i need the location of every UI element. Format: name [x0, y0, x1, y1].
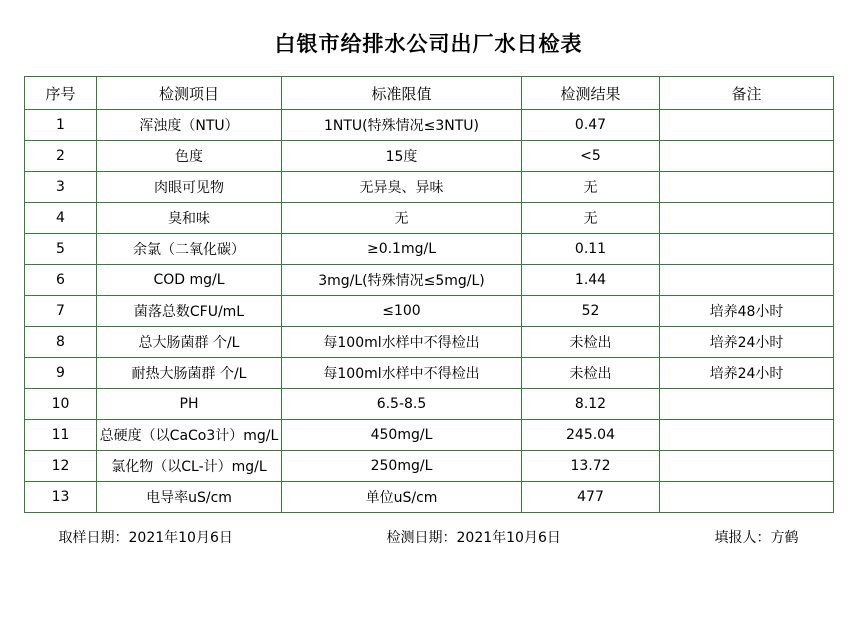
cell-limit: 1NTU(特殊情况≤3NTU): [282, 110, 522, 141]
cell-no: 10: [25, 389, 97, 420]
table-row: [25, 420, 834, 451]
cell-note: [660, 110, 834, 141]
cell-note: [660, 234, 834, 265]
column-header-no: 序号: [25, 77, 97, 110]
cell-item: 总硬度（以CaCo3计）mg/L: [97, 420, 282, 451]
table-row: [25, 203, 834, 234]
cell-result: 8.12: [522, 389, 660, 420]
table-row: [25, 172, 834, 203]
cell-limit: 3mg/L(特殊情况≤5mg/L): [282, 265, 522, 296]
cell-note: [660, 451, 834, 482]
cell-note: [660, 141, 834, 172]
table-row: [25, 110, 834, 141]
column-header-item: 检测项目: [97, 77, 282, 110]
cell-note: [660, 265, 834, 296]
cell-note: [660, 203, 834, 234]
cell-limit: ≥0.1mg/L: [282, 234, 522, 265]
cell-limit: 单位uS/cm: [282, 482, 522, 513]
table-row: [25, 358, 834, 389]
cell-item: 色度: [97, 141, 282, 172]
cell-item: 菌落总数CFU/mL: [97, 296, 282, 327]
cell-no: 11: [25, 420, 97, 451]
cell-result: 无: [522, 203, 660, 234]
cell-no: 13: [25, 482, 97, 513]
cell-result: 无: [522, 172, 660, 203]
cell-result: 245.04: [522, 420, 660, 451]
cell-no: 2: [25, 141, 97, 172]
cell-limit: 无异臭、异味: [282, 172, 522, 203]
cell-result: 0.11: [522, 234, 660, 265]
table-row: [25, 141, 834, 172]
cell-item: COD mg/L: [97, 265, 282, 296]
table-header-row: [25, 77, 834, 110]
cell-no: 4: [25, 203, 97, 234]
cell-no: 5: [25, 234, 97, 265]
cell-result: 未检出: [522, 358, 660, 389]
cell-item: 电导率uS/cm: [97, 482, 282, 513]
cell-no: 3: [25, 172, 97, 203]
cell-result: 13.72: [522, 451, 660, 482]
cell-limit: ≤100: [282, 296, 522, 327]
cell-note: [660, 172, 834, 203]
cell-note: [660, 389, 834, 420]
cell-result: 1.44: [522, 265, 660, 296]
cell-item: 余氯（二氧化碳）: [97, 234, 282, 265]
column-header-limit: 标准限值: [282, 77, 522, 110]
cell-no: 12: [25, 451, 97, 482]
cell-limit: 15度: [282, 141, 522, 172]
cell-limit: 450mg/L: [282, 420, 522, 451]
cell-item: 耐热大肠菌群 个/L: [97, 358, 282, 389]
cell-no: 8: [25, 327, 97, 358]
cell-item: PH: [97, 389, 282, 420]
cell-result: 未检出: [522, 327, 660, 358]
cell-item: 臭和味: [97, 203, 282, 234]
page-title: 白银市给排水公司出厂水日检表: [274, 32, 583, 56]
reporter: 填报人：方鹤: [714, 530, 799, 546]
table-row: [25, 389, 834, 420]
cell-no: 9: [25, 358, 97, 389]
cell-no: 7: [25, 296, 97, 327]
cell-no: 1: [25, 110, 97, 141]
table-row: [25, 327, 834, 358]
cell-note: [660, 482, 834, 513]
cell-item: 肉眼可见物: [97, 172, 282, 203]
footer-info: [59, 527, 799, 547]
cell-item: 浑浊度（NTU）: [97, 110, 282, 141]
cell-result: 477: [522, 482, 660, 513]
cell-limit: 6.5-8.5: [282, 389, 522, 420]
column-header-note: 备注: [660, 77, 834, 110]
cell-note: 培养24小时: [660, 327, 834, 358]
cell-result: 52: [522, 296, 660, 327]
cell-limit: 无: [282, 203, 522, 234]
cell-limit: 250mg/L: [282, 451, 522, 482]
cell-result: 0.47: [522, 110, 660, 141]
sampling-date: 取样日期：2021年10月6日: [58, 530, 233, 546]
table-row: [25, 234, 834, 265]
cell-note: 培养48小时: [660, 296, 834, 327]
cell-note: [660, 420, 834, 451]
water-quality-table: [24, 76, 834, 513]
cell-limit: 每100ml水样中不得检出: [282, 358, 522, 389]
cell-note: 培养24小时: [660, 358, 834, 389]
column-header-result: 检测结果: [522, 77, 660, 110]
cell-limit: 每100ml水样中不得检出: [282, 327, 522, 358]
table-row: [25, 265, 834, 296]
report-page: [0, 28, 857, 625]
table-row: [25, 296, 834, 327]
cell-result: <5: [522, 141, 660, 172]
table-row: [25, 482, 834, 513]
cell-item: 总大肠菌群 个/L: [97, 327, 282, 358]
table-container: [0, 76, 857, 513]
cell-item: 氯化物（以CL-计）mg/L: [97, 451, 282, 482]
table-row: [25, 451, 834, 482]
cell-no: 6: [25, 265, 97, 296]
test-date: 检测日期：2021年10月6日: [386, 530, 561, 546]
